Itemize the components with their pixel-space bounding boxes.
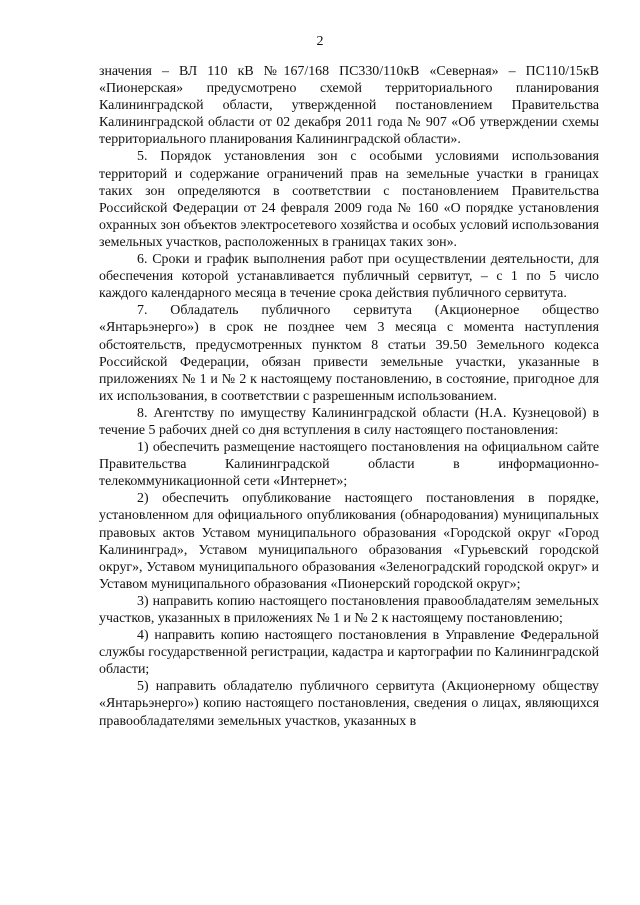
- paragraph-subitem-2: 2) обеспечить опубликование настоящего постановления в порядке, установленном для официального опубликования (обнародования) муниципальных правовых актов Уставом муниципального образования «Городской округ «Город Калининград», Уставом муниципального образования «Гурьевский городской округ», Уставом муниципального образования «Зеленоградский городской округ» и Уставом муниципального образования «Пионерский городской округ»;: [99, 491, 599, 592]
- paragraph-item-5: 5. Порядок установления зон с особыми условиями использования территорий и содержание ограничений прав на земельные участки в границах таких зон определяются в соответствии с постановлением Правительства Российской Федерации от 24 февраля 2009 года № 160 «О порядке установления охранных зон объектов электросетевого хозяйства и особых условий использования земельных участков, расположенных в границах таких зон».: [99, 149, 599, 250]
- page-number: 2: [316, 34, 324, 49]
- paragraph-subitem-5: 5) направить обладателю публичного сервитута (Акционерному обществу «Янтарьэнерго») копию настоящего постановления, сведения о лицах, являющихся правообладателями земельных участков, указанных в: [99, 679, 599, 729]
- paragraph-continuation: значения – ВЛ 110 кВ №167/168 ПС330/110кВ «Северная» – ПС110/15кВ «Пионерская» предусмотрено схемой территориального планирования Калининградской области, утвержденной постановлением Правительства Калининградской области от 02 декабря 2011 года № 907 «Об утверждении схемы территориального планирования Калининградской области».: [99, 64, 599, 148]
- paragraph-item-7: 7. Обладатель публичного сервитута (Акционерное общество «Янтарьэнерго») в срок не позднее чем 3 месяца с момента наступления обстоятельств, предусмотренных пунктом 8 статьи 39.50 Земельного кодекса Российской Федерации, обязан привести земельные участки, указанные в приложениях № 1 и № 2 к настоящему постановлению, в состояние, пригодное для их использования, в соответствии с разрешенным использованием.: [99, 303, 599, 404]
- paragraph-subitem-1: 1) обеспечить размещение настоящего постановления на официальном сайте Правительства Калининградской области в информационно-телекоммуникационной сети «Интернет»;: [99, 440, 599, 490]
- paragraph-item-8: 8. Агентству по имуществу Калининградской области (Н.А. Кузнецовой) в течение 5 рабочих дней со дня вступления в силу настоящего постановления:: [99, 405, 599, 438]
- paragraph-item-6: 6. Сроки и график выполнения работ при осуществлении деятельности, для обеспечения которой устанавливается публичный сервитут, – с 1 по 5 число каждого календарного месяца в течение срока действия публичного сервитута.: [99, 252, 599, 302]
- paragraph-subitem-4: 4) направить копию настоящего постановления в Управление Федеральной службы государственной регистрации, кадастра и картографии по Калининградской области;: [99, 628, 599, 678]
- paragraph-subitem-3: 3) направить копию настоящего постановления правообладателям земельных участков, указанных в приложениях № 1 и № 2 к настоящему постановлению;: [99, 593, 599, 626]
- document-body: [99, 63, 599, 730]
